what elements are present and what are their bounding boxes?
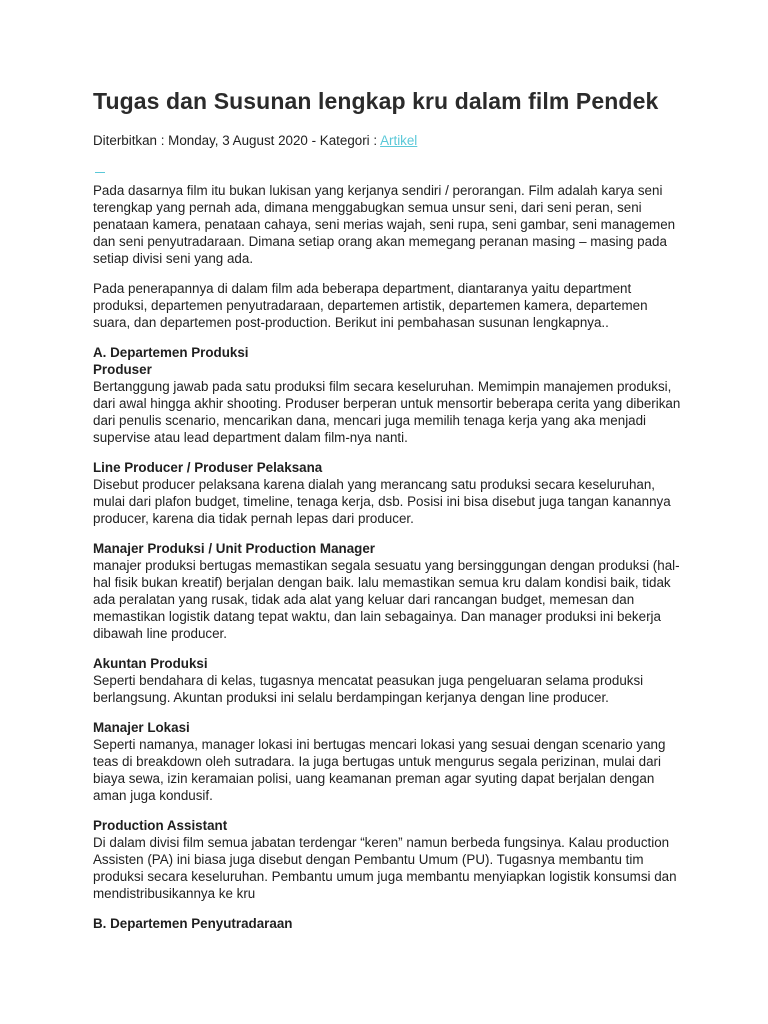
role-heading: Akuntan Produksi <box>93 656 208 671</box>
role-description: manajer produksi bertugas memastikan segala sesuatu yang bersinggungan dengan produksi (hal-hal fisik bukan kreatif) berjalan dengan baik. lalu memastikan semua kru dalam kondisi baik, tidak ada peralatan yang rusak, tidak ada alat yang keluar dari rancangan budget, memesan dan memastikan logistik datang tepat waktu, dan lain sebagainya. Dan manager produksi ini bekerja dibawah line producer. <box>93 558 680 641</box>
share-link-icon[interactable] <box>95 172 105 173</box>
intro-paragraph-1: Pada dasarnya film itu bukan lukisan yang kerjanya sendiri / perorangan. Film adalah karya seni terengkap yang pernah ada, dimana menggabugkan semua unsur seni, dari seni peran, seni penataan kamera, penataan cahaya, seni merias wajah, seni rupa, seni gambar, seni managemen dan seni penyutradaraan. Dimana setiap orang akan memegang peranan masing – masing pada setiap divisi seni yang ada. <box>93 183 676 266</box>
department-heading-b: B. Departemen Penyutradaraan <box>93 916 293 931</box>
article-body <box>93 182 683 932</box>
category-link[interactable]: Artikel <box>380 133 418 148</box>
role-heading: Manajer Produksi / Unit Production Manager <box>93 541 375 556</box>
role-produser <box>93 344 683 446</box>
role-heading: Line Producer / Produser Pelaksana <box>93 460 323 475</box>
role-production-assistant <box>93 817 683 902</box>
intro-paragraph-2: Pada penerapannya di dalam film ada beberapa department, diantaranya yaitu department produksi, departemen penyutradaraan, departemen artistik, departemen kamera, departemen suara, dan departemen post-production. Berikut ini pembahasan susunan lengkapnya.. <box>93 281 648 330</box>
role-manajer-produksi <box>93 540 683 642</box>
publish-info: Diterbitkan : Monday, 3 August 2020 - Kategori : <box>93 133 381 148</box>
role-description: Seperti namanya, manager lokasi ini bertugas mencari lokasi yang sesuai dengan scenario yang teas di breakdown oleh sutradara. Ia juga bertugas untuk mengurus segala perizinan, mulai dari biaya sewa, izin keramaian polisi, uang keamanan preman agar syuting dapat berjalan dengan aman juga kondusif. <box>93 737 666 803</box>
role-heading: Produser <box>93 362 152 377</box>
role-description: Seperti bendahara di kelas, tugasnya mencatat peasukan juga pengeluaran selama produksi berlangsung. Akuntan produksi ini selalu berdampingan kerjanya dengan line producer. <box>93 673 644 705</box>
department-heading-a: A. Departemen Produksi <box>93 345 249 360</box>
article-title: Tugas dan Susunan lengkap kru dalam film Pendek <box>93 88 659 114</box>
role-description: Di dalam divisi film semua jabatan terdengar “keren” namun berbeda fungsinya. Kalau production Assisten (PA) ini biasa juga disebut dengan Pembantu Umum (PU). Tugasnya membantu tim produksi secara keseluruhan. Pembantu umum juga membantu menyiapkan logistik konsumsi dan mendistribusikannya ke kru <box>93 835 677 901</box>
role-line-producer <box>93 459 683 527</box>
role-manajer-lokasi <box>93 719 683 804</box>
department-b <box>93 915 683 932</box>
role-description: Disebut producer pelaksana karena dialah yang merancang satu produksi secara keseluruhan, mulai dari plafon budget, timeline, tenaga kerja, dsb. Posisi ini bisa disebut juga tangan kanannya producer, karena dia tidak pernah lepas dari producer. <box>93 477 671 526</box>
role-heading: Production Assistant <box>93 818 228 833</box>
role-akuntan-produksi <box>93 655 683 706</box>
role-heading: Manajer Lokasi <box>93 720 190 735</box>
role-description: Bertanggung jawab pada satu produksi film secara keseluruhan. Memimpin manajemen produksi, dari awal hingga akhir shooting. Produser berperan untuk mensortir beberapa cerita yang diberikan dari penulis scenario, mencarikan dana, mencari juga memilih tenaga kerja yang aka menjadi supervise atau lead department dalam film-nya nanti. <box>93 379 681 445</box>
article-meta <box>93 132 417 149</box>
